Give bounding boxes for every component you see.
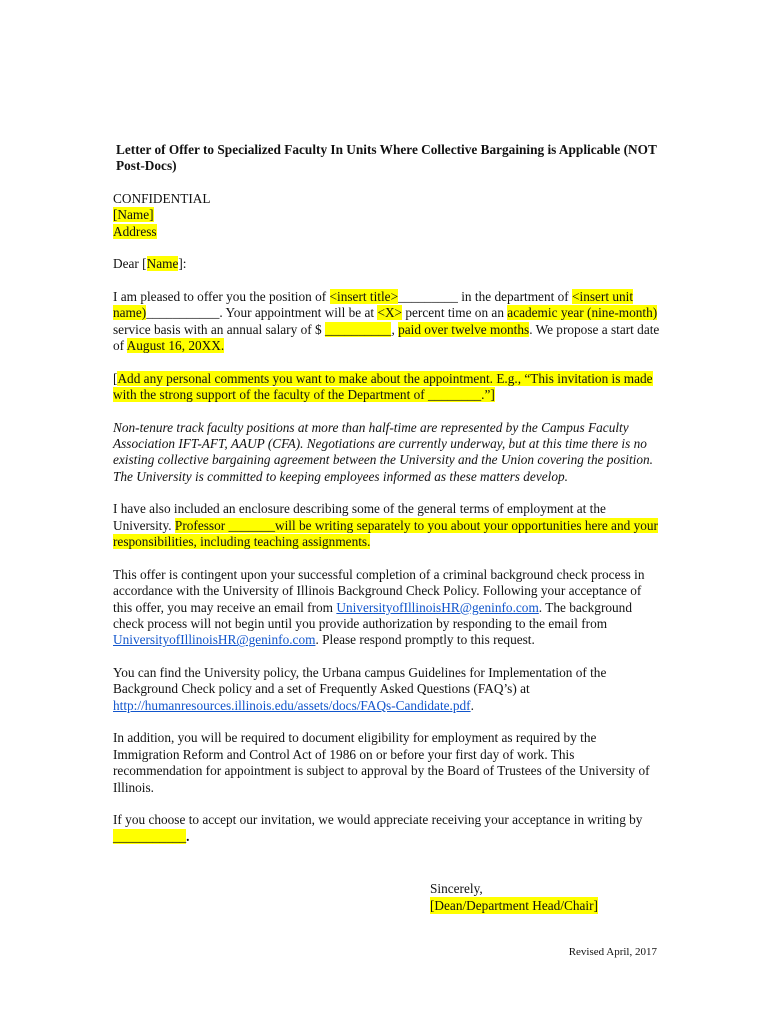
- offer-text: . We propose a start date of: [113, 321, 660, 354]
- signer-placeholder: [Dean/Department Head/Chair]: [430, 898, 598, 913]
- confidential-label: CONFIDENTIAL: [113, 190, 211, 206]
- offer-text: I am pleased to offer you the position of: [113, 288, 330, 304]
- personal-comments-paragraph: [113, 371, 661, 404]
- salutation-open: Dear [: [113, 256, 147, 272]
- offer-text: ___________. Your appointment will be at: [146, 305, 378, 321]
- enclosure-paragraph: [113, 501, 661, 550]
- start-date-placeholder: August 16, 20XX.: [126, 338, 225, 354]
- recipient-address-placeholder: Address: [113, 223, 157, 239]
- pay-period-placeholder: paid over twelve months: [398, 321, 530, 337]
- acceptance-text: If you choose to accept our invitation, we would appreciate receiving your acceptance in writing by: [113, 812, 643, 828]
- background-text: This offer is contingent upon your successful completion of a criminal background check process in accordance with the University of Illinois Background Check Policy. Following your acceptance of this offer, you may receive an email from: [113, 566, 645, 615]
- title-placeholder: <insert title>: [329, 288, 399, 304]
- bracket-open: [: [113, 370, 118, 386]
- signature-block: [430, 880, 598, 914]
- offer-text: _________ in the department of: [398, 288, 573, 304]
- policy-text: .: [470, 697, 474, 713]
- background-check-paragraph: [113, 567, 661, 649]
- offer-paragraph: [113, 289, 661, 355]
- offer-text: ,: [391, 321, 399, 337]
- faq-link[interactable]: http://humanresources.illinois.edu/assets/docs/FAQs-Candidate.pdf: [113, 697, 471, 713]
- salary-placeholder: __________: [324, 321, 392, 337]
- recipient-name-placeholder: [Name]: [113, 207, 154, 223]
- letter-title: Letter of Offer to Specialized Faculty In Units Where Collective Bargaining is Applicable (NOT Post-Docs): [116, 142, 657, 174]
- background-text: . The background check process will not begin until you provide authorization by responding to the email from: [113, 599, 632, 632]
- revision-note: Revised April, 2017: [568, 946, 657, 958]
- letter-body: [113, 142, 661, 861]
- eligibility-paragraph: In addition, you will be required to document eligibility for employment as required by the Immigration Reform and Control Act of 1986 on or before your first day of work. This recommendation for appointment is subject to approval by the Board of Trustees of the University of Illinois.: [113, 730, 650, 795]
- hr-email-link[interactable]: UniversityofIllinoisHR@geninfo.com: [336, 599, 539, 615]
- acceptance-period: .: [186, 828, 190, 844]
- acceptance-paragraph: [113, 812, 661, 845]
- percent-placeholder: <X>: [377, 305, 403, 321]
- deadline-placeholder: ___________: [113, 828, 187, 844]
- background-text: . Please respond promptly to this request.: [315, 632, 535, 648]
- hr-email-link[interactable]: UniversityofIllinoisHR@geninfo.com: [113, 632, 316, 648]
- personal-comments-placeholder: Add any personal comments you want to make about the appointment. E.g., “This invitation is made with the strong support of the faculty of the Department of ________.”]: [113, 370, 653, 403]
- policy-paragraph: [113, 665, 661, 714]
- salutation-close: ]:: [178, 256, 187, 272]
- policy-text: You can find the University policy, the Urbana campus Guidelines for Implementation of the Background Check policy and a set of Frequently Asked Questions (FAQ’s) at: [113, 665, 607, 697]
- service-basis-placeholder: academic year (nine-month): [507, 305, 658, 321]
- unit-placeholder: <insert unit name): [113, 288, 634, 321]
- closing-sincerely: Sincerely,: [430, 881, 483, 896]
- recipient-block: [113, 191, 661, 240]
- professor-placeholder: Professor _______will be writing separately to you about your opportunities here and your responsibilities, including teaching assignments.: [113, 517, 658, 550]
- bargaining-paragraph: Non-tenure track faculty positions at more than half-time are represented by the Campus Faculty Association IFT-AFT, AAUP (CFA). Negotiations are currently underway, but at this time there is no existing collective bargaining agreement between the University and the Union covering the position. The University is committed to keeping employees informed as these matters develop.: [113, 419, 653, 484]
- salutation: [113, 256, 661, 272]
- offer-text: service basis with an annual salary of $: [113, 321, 325, 337]
- enclosure-text: I have also included an enclosure describing some of the general terms of employment at the University.: [113, 501, 606, 533]
- salutation-name: Name: [146, 256, 179, 272]
- offer-text: percent time on an: [402, 305, 508, 321]
